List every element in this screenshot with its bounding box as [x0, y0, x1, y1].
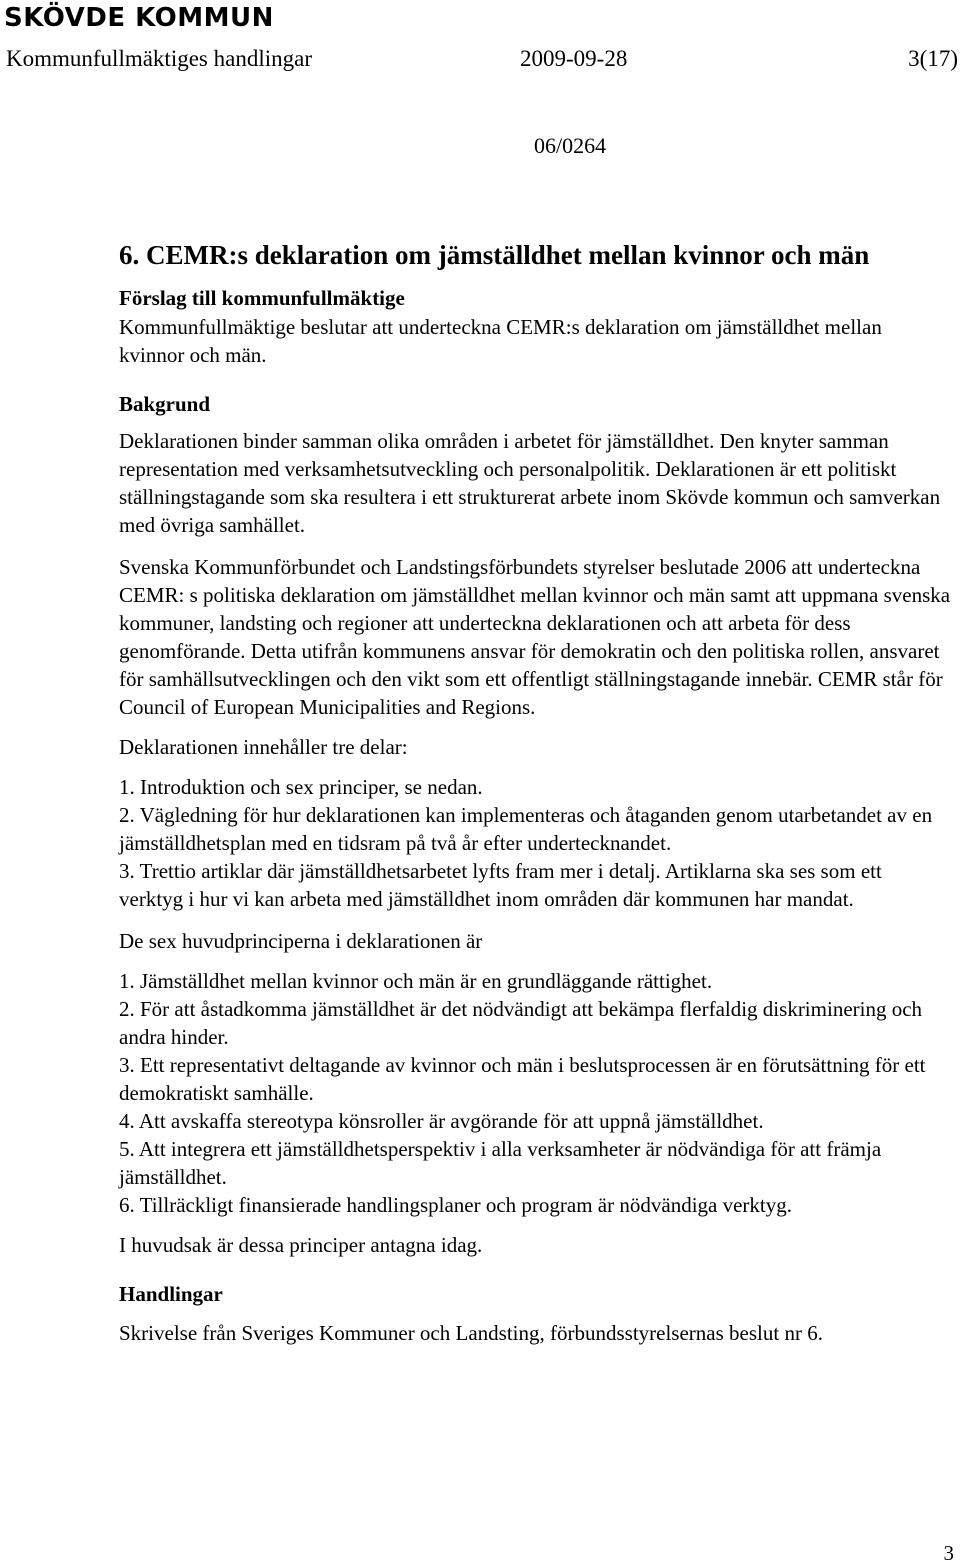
municipality-logo: SKÖVDE KOMMUN — [4, 3, 274, 33]
list-item-principle-3: 3. Ett representativt deltagande av kvinnor och män i beslutsprocessen är en förutsättning för ett demokratiskt samhälle. — [119, 1053, 926, 1105]
reference-number: 06/0264 — [534, 133, 607, 158]
documents-heading: Handlingar — [119, 1282, 223, 1306]
documents-text: Skrivelse från Sveriges Kommuner och Landsting, förbundsstyrelsernas beslut nr 6. — [119, 1321, 823, 1345]
list-item-part-1: 1. Introduktion och sex principer, se nedan. — [119, 775, 483, 799]
page-number: 3 — [943, 1541, 954, 1565]
parts-intro: Deklarationen innehåller tre delar: — [119, 735, 408, 759]
header-date: 2009-09-28 — [520, 46, 628, 71]
list-item-principle-4: 4. Att avskaffa stereotypa könsroller är avgörande för att uppnå jämställdhet. — [119, 1109, 764, 1133]
background-heading: Bakgrund — [119, 392, 211, 416]
agenda-item — [119, 237, 951, 1347]
list-item-principle-1: 1. Jämställdhet mellan kvinnor och män är en grundläggande rättighet. — [119, 969, 713, 993]
list-item-principle-5: 5. Att integrera ett jämställdhetsperspektiv i alla verksamheter är nödvändiga för att främja jämställdhet. — [119, 1137, 882, 1189]
header-page-count: 3(17) — [908, 46, 958, 71]
header-title: Kommunfullmäktiges handlingar — [6, 46, 312, 71]
principles-intro: De sex huvudprinciperna i deklarationen är — [119, 929, 483, 953]
background-paragraph-1: Deklarationen binder samman olika områden i arbetet för jämställdhet. Den knyter samman representation med verksamhetsutveckling och personalpolitik. Deklarationen är ett politiskt ställningstagande som ska resultera i ett strukturerat arbete inom Skövde kommun och samverkan med övriga samhället. — [119, 429, 941, 537]
list-item-part-3: 3. Trettio artiklar där jämställdhetsarbetet lyfts fram mer i detalj. Artiklarna ska ses som ett verktyg i hur vi kan arbeta med jämställdhet inom områden där kommunen har mandat. — [119, 859, 882, 911]
principles-status: I huvudsak är dessa principer antagna idag. — [119, 1233, 483, 1257]
item-heading: 6. CEMR:s deklaration om jämställdhet mellan kvinnor och män — [119, 240, 870, 270]
list-item-part-2: 2. Vägledning för hur deklarationen kan implementeras och åtaganden genom utarbetandet av en jämställdhetsplan med en tidsram på två år efter undertecknandet. — [119, 803, 933, 855]
list-item-principle-2: 2. För att åstadkomma jämställdhet är det nödvändigt att bekämpa flerfaldig diskriminering och andra hinder. — [119, 997, 923, 1049]
proposal-heading: Förslag till kommunfullmäktige — [119, 286, 405, 310]
list-item-principle-6: 6. Tillräckligt finansierade handlingsplaner och program är nödvändiga verktyg. — [119, 1193, 792, 1217]
proposal-text: Kommunfullmäktige beslutar att underteckna CEMR:s deklaration om jämställdhet mellan kvinnor och män. — [119, 315, 882, 367]
background-paragraph-2: Svenska Kommunförbundet och Landstingsförbundets styrelser beslutade 2006 att underteckna CEMR: s politiska deklaration om jämställdhet mellan kvinnor och män samt att uppmana svenska kommuner, landsting och regioner att underteckna deklarationen och att arbeta för dess genomförande. Detta utifrån kommunens ansvar för demokratin och den politiska rollen, ansvaret för samhällsutvecklingen och den vikt som ett offentligt ställningstagande innebär. CEMR står för Council of European Municipalities and Regions. — [119, 555, 951, 719]
